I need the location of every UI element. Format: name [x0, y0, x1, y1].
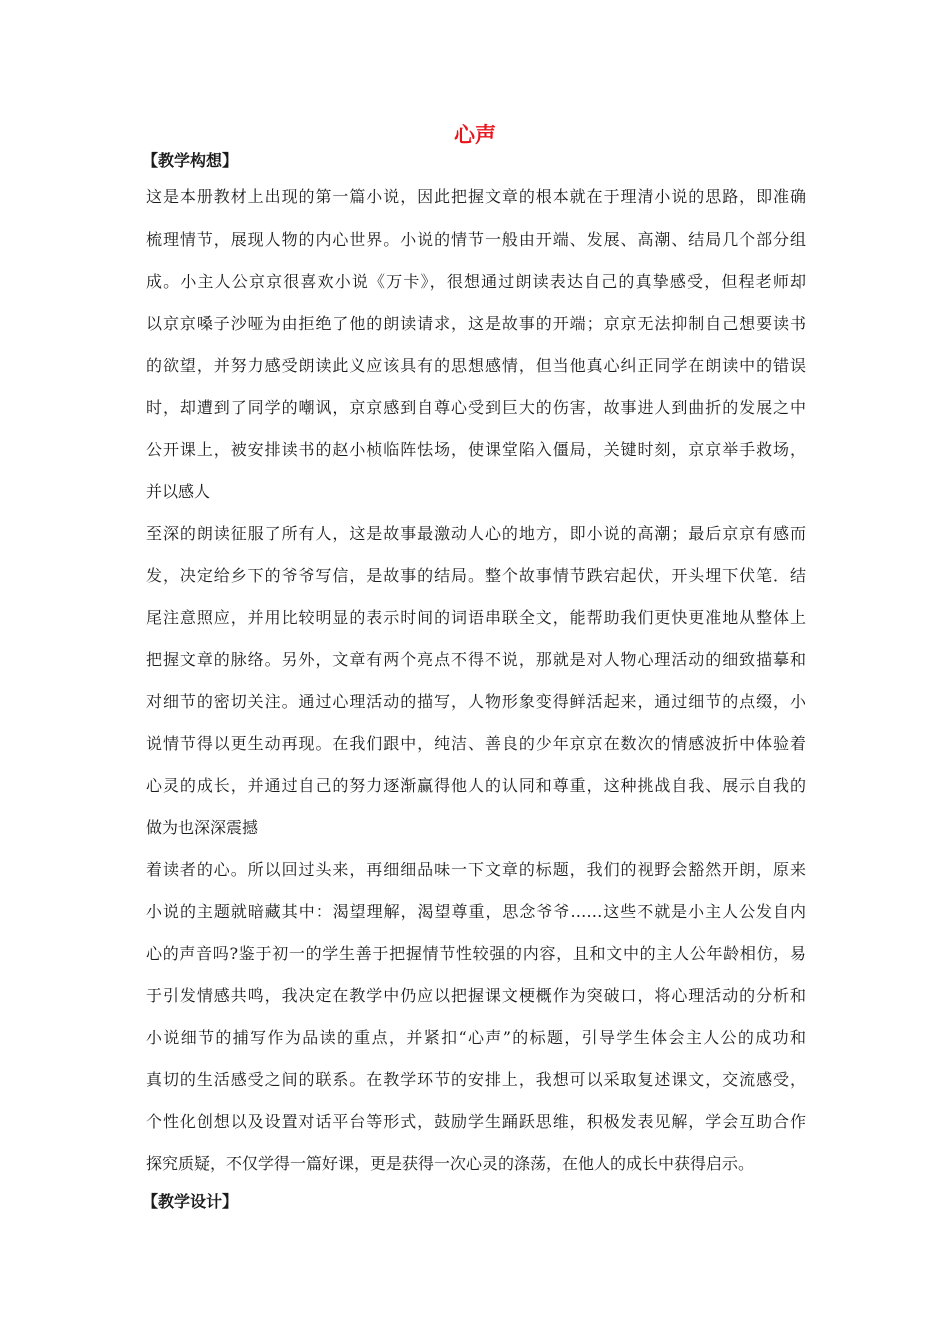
- paragraph-line: 真切的生活感受之间的联系。在教学环节的安排上，我想可以采取复述课文，交流感受，: [146, 1070, 806, 1089]
- paragraph-line: 小说的主题就暗藏其中：渴望理解，渴望尊重，思念爷爷……这些不就是小主人公发自内: [146, 902, 806, 921]
- paragraph-line: 着读者的心。所以回过头来，再细细品味一下文章的标题，我们的视野会豁然开朗，原来: [146, 860, 806, 879]
- paragraph-line: 公开课上，被安排读书的赵小桢临阵怯场，使课堂陷入僵局，关键时刻，京京举手救场，: [146, 440, 806, 459]
- section-heading-teaching-concept: 【教学构想】: [142, 151, 239, 170]
- paragraph-line: 这是本册教材上出现的第一篇小说，因此把握文章的根本就在于理清小说的思路，即准确: [146, 187, 806, 206]
- paragraph-line: 于引发情感共鸣，我决定在教学中仍应以把握课文梗概作为突破口，将心理活动的分析和: [146, 986, 806, 1005]
- paragraph-line: 梳理情节，展现人物的内心世界。小说的情节一般由开端、发展、高潮、结局几个部分组: [146, 230, 806, 249]
- section-heading-teaching-design: 【教学设计】: [142, 1192, 239, 1211]
- paragraph-line: 说情节得以更生动再现。在我们跟中，纯洁、善良的少年京京在数次的情感波折中体验着: [146, 734, 806, 753]
- paragraph-line: 对细节的密切关注。通过心理活动的描写，人物形象变得鲜活起来，通过细节的点缀，小: [146, 692, 806, 711]
- paragraph-line: 把握文章的脉络。另外，文章有两个亮点不得不说，那就是对人物心理活动的细致描摹和: [146, 650, 806, 669]
- paragraph-line: 的欲望，并努力感受朗读此义应该具有的思想感情，但当他真心纠正同学在朗读中的错误: [146, 356, 806, 375]
- paragraph-line: 至深的朗读征服了所有人，这是故事最激动人心的地方，即小说的高潮；最后京京有感而: [146, 524, 806, 543]
- paragraph-line: 心的声音吗?鉴于初一的学生善于把握情节性较强的内容，且和文中的主人公年龄相仿，易: [146, 944, 806, 963]
- paragraph-line: 做为也深深震撼: [146, 818, 259, 837]
- paragraph-line: 心灵的成长，并通过自己的努力逐渐赢得他人的认同和尊重，这种挑战自我、展示自我的: [146, 776, 806, 795]
- paragraph-line: 时，却遭到了同学的嘲讽，京京感到自尊心受到巨大的伤害，故事进人到曲折的发展之中: [146, 398, 806, 417]
- paragraph-line: 并以感人: [146, 482, 211, 501]
- paragraph-line: 个性化创想以及设置对话平台等形式，鼓励学生踊跃思维，积极发表见解，学会互助合作: [146, 1112, 806, 1131]
- document-title: 心声: [454, 123, 496, 147]
- paragraph-line: 成。小主人公京京很喜欢小说《万卡》，很想通过朗读表达自己的真挚感受，但程老师却: [146, 272, 806, 291]
- paragraph-line: 尾注意照应，并用比较明显的表示时间的词语串联全文，能帮助我们更快更准地从整体上: [146, 608, 806, 627]
- paragraph-line: 发，决定给乡下的爷爷写信，是故事的结局。整个故事情节跌宕起伏，开头埋下伏笔．结: [146, 566, 806, 585]
- paragraph-line: 探究质疑，不仅学得一篇好课，更是获得一次心灵的涤荡，在他人的成长中获得启示。: [146, 1154, 755, 1173]
- paragraph-line: 小说细节的捕写作为品读的重点，并紧扣“心声”的标题，引导学生体会主人公的成功和: [146, 1028, 806, 1047]
- paragraph-line: 以京京嗓子沙哑为由拒绝了他的朗读请求，这是故事的开端；京京无法抑制自己想要读书: [146, 314, 806, 333]
